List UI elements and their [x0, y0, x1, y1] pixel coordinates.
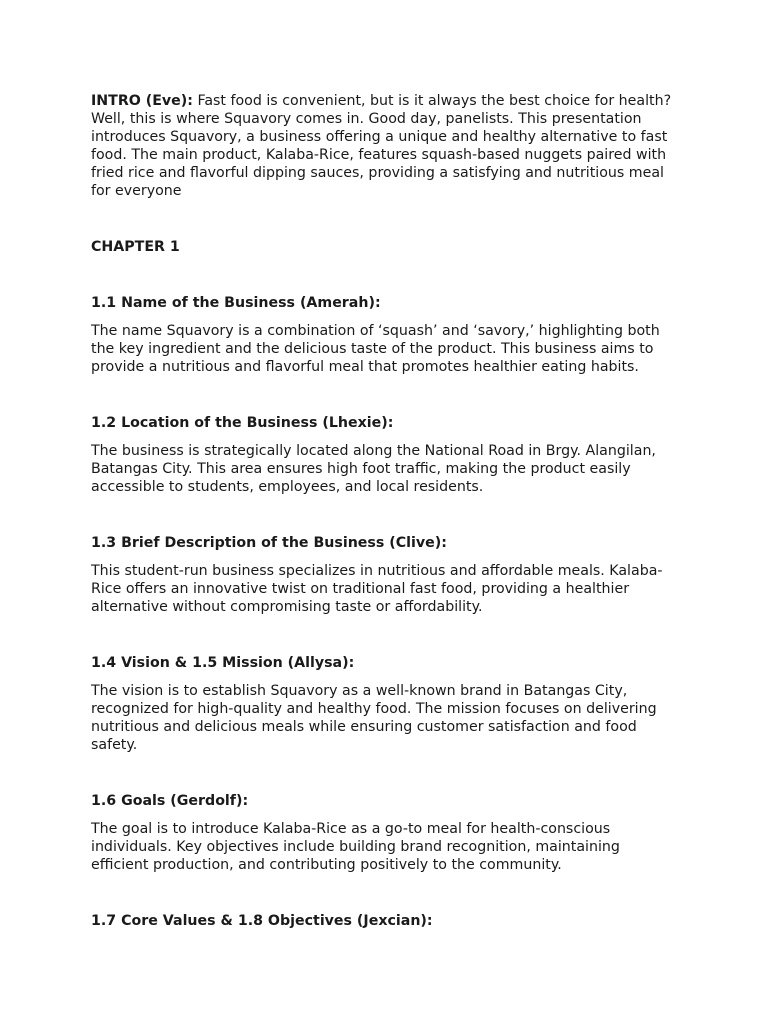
intro-label: INTRO (Eve): — [91, 93, 193, 109]
section-body-1-2: The business is strategically located along the National Road in Brgy. Alangilan, Batangas City. This area ensures high foot traffic, making the product easily accessible to students, employees, and local residents. — [91, 443, 656, 495]
section-heading-1-2: 1.2 Location of the Business (Lhexie): — [91, 415, 394, 431]
section-body-1-3: This student-run business specializes in nutritious and affordable meals. Kalaba-Rice offers an innovative twist on traditional fast food, providing a healthier alternative without compromising taste or affordability. — [91, 563, 663, 615]
section-heading-1-3: 1.3 Brief Description of the Business (Clive): — [91, 535, 447, 551]
section-heading-1-7-1-8: 1.7 Core Values & 1.8 Objectives (Jexcian): — [91, 913, 433, 929]
section-heading-1-6: 1.6 Goals (Gerdolf): — [91, 793, 249, 809]
section-heading-1-1: 1.1 Name of the Business (Amerah): — [91, 295, 381, 311]
section-body-1-6: The goal is to introduce Kalaba-Rice as a go-to meal for health-conscious individuals. Key objectives include building brand recognition, maintaining efficient production, and contributing positively to the community. — [91, 821, 620, 873]
intro-paragraph — [91, 92, 680, 200]
section-body-1-4-1-5: The vision is to establish Squavory as a well-known brand in Batangas City, recognized for high-quality and healthy food. The mission focuses on delivering nutritious and delicious meals while ensuring customer satisfaction and food safety. — [91, 683, 657, 753]
section-body-1-1: The name Squavory is a combination of ‘squash’ and ‘savory,’ highlighting both the key ingredient and the delicious taste of the product. This business aims to provide a nutritious and flavorful meal that promotes healthier eating habits. — [91, 323, 660, 375]
intro-text: Fast food is convenient, but is it always the best choice for health? Well, this is where Squavory comes in. Good day, panelists. This presentation introduces Squavory, a business offering a unique and healthy alternative to fast food. The main product, Kalaba-Rice, features squash-based nuggets paired with fried rice and flavorful dipping sauces, providing a satisfying and nutritious meal for everyone — [91, 93, 672, 199]
section-heading-1-4-1-5: 1.4 Vision & 1.5 Mission (Allysa): — [91, 655, 355, 671]
chapter-title: CHAPTER 1 — [91, 239, 180, 255]
